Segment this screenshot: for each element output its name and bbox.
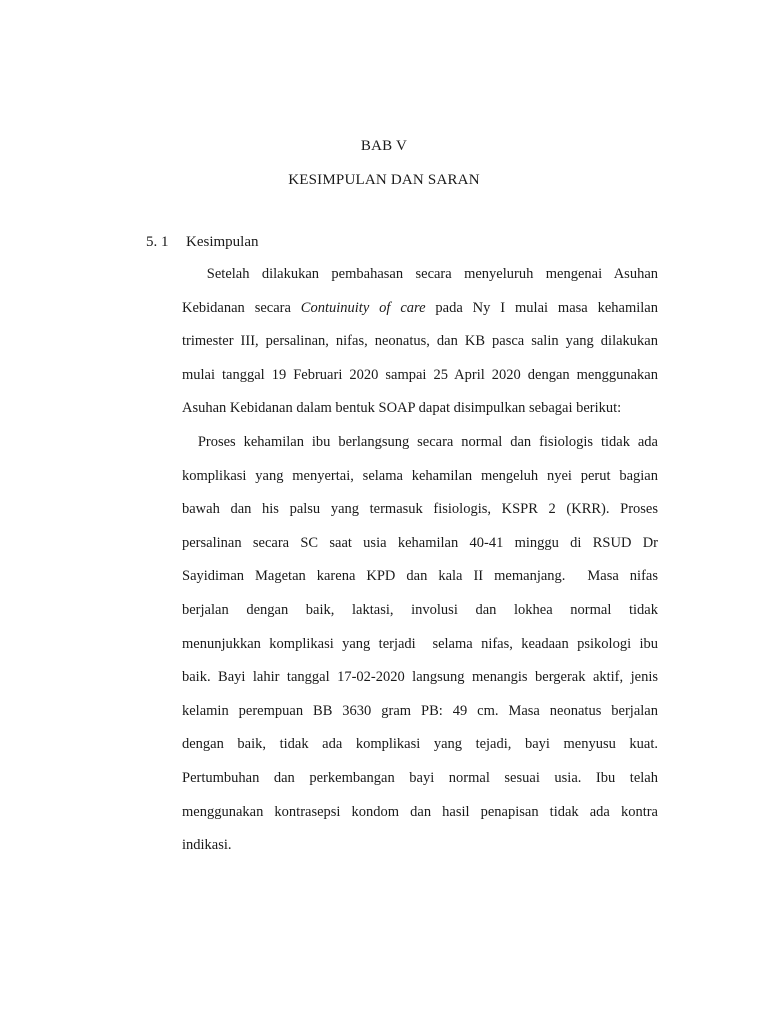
paragraph-line: bawah dan his palsu yang termasuk fisiologis, KSPR 2 (KRR). Proses bbox=[182, 501, 658, 518]
paragraph-intro bbox=[182, 258, 658, 426]
paragraph-line: Asuhan Kebidanan dalam bentuk SOAP dapat disimpulkan sebagai berikut: bbox=[182, 400, 622, 417]
chapter-title: KESIMPULAN DAN SARAN bbox=[288, 172, 480, 188]
paragraph-conclusion bbox=[182, 426, 658, 863]
paragraph-line: persalinan secara SC saat usia kehamilan 40-41 minggu di RSUD Dr bbox=[182, 534, 658, 551]
section-number: 5. 1 bbox=[146, 234, 169, 250]
chapter-number: BAB V bbox=[360, 138, 408, 154]
italic-term: Contuinuity of care bbox=[300, 299, 426, 316]
paragraph-line: kelamin perempuan BB 3630 gram PB: 49 cm. Masa neonatus berjalan bbox=[182, 702, 658, 719]
paragraph-line: menunjukkan komplikasi yang terjadi selama nifas, keadaan psikologi ibu bbox=[182, 635, 658, 652]
paragraph-line: Proses kehamilan ibu berlangsung secara normal dan fisiologis tidak ada bbox=[182, 434, 658, 450]
paragraph-text: Kebidanan secara bbox=[182, 299, 301, 316]
paragraph-line: trimester III, persalinan, nifas, neonatus, dan KB pasca salin yang dilakukan bbox=[182, 333, 658, 350]
paragraph-line: dengan baik, tidak ada komplikasi yang tejadi, bayi menyusu kuat. bbox=[182, 736, 658, 753]
paragraph-line: Sayidiman Magetan karena KPD dan kala II memanjang. Masa nifas bbox=[182, 568, 658, 585]
paragraph-text: pada Ny I mulai masa kehamilan bbox=[425, 299, 658, 316]
paragraph-line: menggunakan kontrasepsi kondom dan hasil penapisan tidak ada kontra bbox=[182, 803, 658, 820]
paragraph-line: Pertumbuhan dan perkembangan bayi normal sesuai usia. Ibu telah bbox=[182, 769, 658, 786]
paragraph-line bbox=[182, 292, 658, 326]
paragraph-line: mulai tanggal 19 Februari 2020 sampai 25 April 2020 dengan menggunakan bbox=[182, 366, 658, 383]
paragraph-line: berjalan dengan baik, laktasi, involusi dan lokhea normal tidak bbox=[182, 601, 658, 618]
paragraph-line: komplikasi yang menyertai, selama kehamilan mengeluh nyei perut bagian bbox=[182, 467, 658, 484]
paragraph-line: indikasi. bbox=[182, 837, 232, 854]
paragraph-line: Setelah dilakukan pembahasan secara menyeluruh mengenai Asuhan bbox=[182, 266, 658, 282]
section-title: Kesimpulan bbox=[186, 234, 259, 250]
paragraph-line: baik. Bayi lahir tanggal 17-02-2020 langsung menangis bergerak aktif, jenis bbox=[182, 669, 658, 686]
